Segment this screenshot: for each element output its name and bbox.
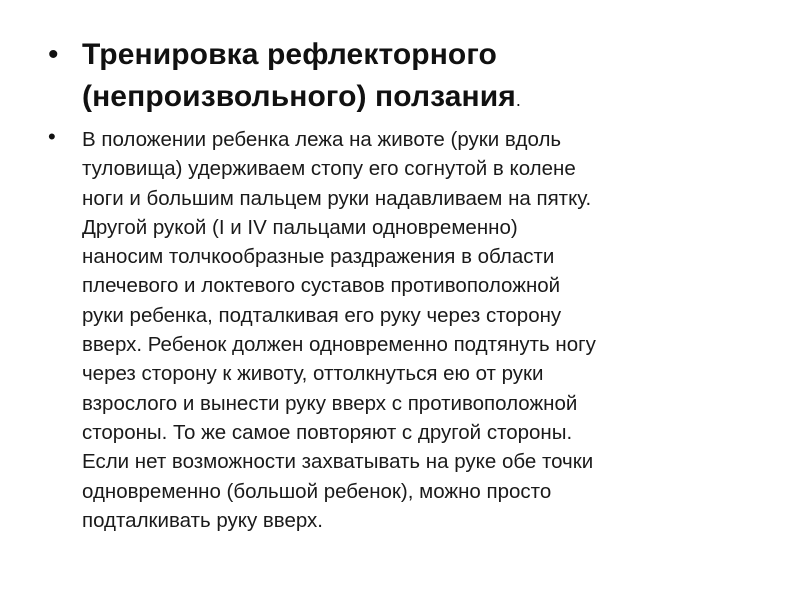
body-line: наносим толчкообразные раздражения в области xyxy=(82,245,555,269)
bullet-item-title xyxy=(48,34,748,121)
body-line: стороны. То же самое повторяют с другой стороны. xyxy=(82,420,573,444)
bullet-dot-icon: • xyxy=(48,124,56,149)
bullet-list xyxy=(48,34,748,535)
slide-title xyxy=(82,34,748,121)
body-line: через сторону к животу, оттолкнуться ею от руки xyxy=(82,362,544,386)
body-line: туловища) удерживаем стопу его согнутой в колене xyxy=(82,157,576,181)
body-paragraph xyxy=(82,125,748,535)
body-line: взрослого и вынести руку вверх с противоположной xyxy=(82,391,578,415)
body-line: вверх. Ребенок должен одновременно подтянуть ногу xyxy=(82,333,596,357)
body-line: ноги и большим пальцем руки надавливаем на пятку. xyxy=(82,186,592,210)
title-period: . xyxy=(515,90,521,110)
bullet-item-body xyxy=(48,125,748,535)
body-line: Другой рукой (I и IV пальцами одновременно) xyxy=(82,215,518,239)
body-line: подталкивать руку вверх. xyxy=(82,508,323,532)
body-line: руки ребенка, подталкивая его руку через сторону xyxy=(82,303,562,327)
body-line: плечевого и локтевого суставов противоположной xyxy=(82,274,561,298)
bullet-dot-icon: • xyxy=(48,38,59,71)
title-line-1: Тренировка рефлекторного xyxy=(82,38,497,71)
body-line: одновременно (большой ребенок), можно просто xyxy=(82,479,552,503)
body-line: Если нет возможности захватывать на руке обе точки xyxy=(82,450,594,474)
title-line-2: (непроизвольного) ползания xyxy=(82,80,516,113)
body-line: В положении ребенка лежа на животе (руки вдоль xyxy=(82,128,562,151)
